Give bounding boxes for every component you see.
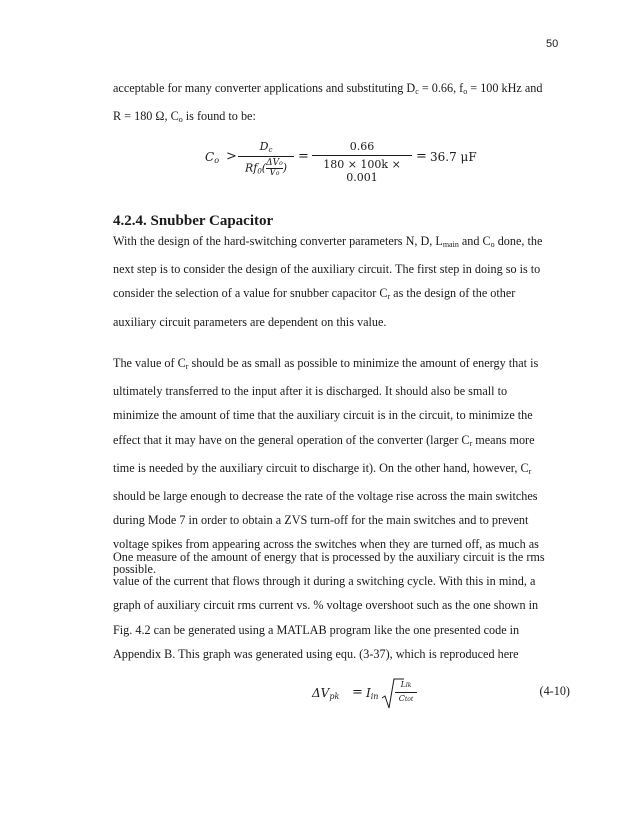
p2-line-8: voltage spikes from appearing across the switches when they are turned off, as much as [113,537,539,552]
p2-line-2: ultimately transferred to the input after it is discharged. It should also be small to [113,384,508,399]
eq1-equals-2: = [416,149,427,164]
p2-line-7: during Mode 7 in order to obtain a ZVS turn-off for the main switches and to prevent [113,513,529,528]
eq1-equals-1: = [298,149,309,164]
p2-line-4: effect that it may have on the general operation of the converter (larger $C_r$ means more [113,432,535,448]
p2-line-5: time is needed by the auxiliary circuit to discharge it). On the other hand, however, $C_r$ [113,460,532,476]
intro-paragraph [113,76,563,132]
p2-line-9: possible. [113,561,156,576]
p3-line-4: Fig. 4.2 can be generated using a MATLAB program like the one presented code in [113,622,520,637]
eq2-sqrt-fraction: Llk Ctot [395,680,417,705]
p2-line-1: The value of $C_r$ should be as small as possible to minimize the amount of energy that is [113,356,539,371]
eq1-fraction-2: 0.66 180 × 100k × 0.001 [312,140,412,184]
p2-line-3: minimize the amount of time that the auxiliary circuit is in the circuit, to minimize the [113,408,533,423]
paragraph-1 [113,229,563,334]
p3-line-5: Appendix B. This graph was generated using equ. (3-37), which is reproduced here [113,646,519,661]
p3-line-3: graph of auxiliary circuit rms current vs. % voltage overshoot such as the one shown in [113,598,539,613]
equation-1 [0,140,638,184]
equation-number: (4-10) [539,684,570,698]
eq1-result: 36.7 μF [430,150,477,164]
p2-line-6: should be large enough to decrease the rate of the voltage rise across the main switches [113,489,538,504]
p3-line-1: One measure of the amount of energy that is processed by the auxiliary circuit is the rms [113,550,545,564]
section-heading: 4.2.4. Snubber Capacitor [113,213,274,229]
equation-2 [300,678,570,712]
eq1-lhs: Co [205,150,220,165]
p1-line-1: With the design of the hard-switching converter parameters N, D, $L_{main}$ and $C_o$ done, the [113,234,543,249]
p3-line-2: value of the current that flows through it during a switching cycle. With this in mind, a [113,574,536,589]
p1-line-2: next step is to consider the design of the auxiliary circuit. The first step in doing so is to [113,262,541,277]
intro-line-2: R = 180 Ω, $C_o$ is found to be: [113,109,256,125]
p1-line-3: consider the selection of a value for snubber capacitor $C_r$ as the design of the other [113,286,516,302]
eq2-rhs: Iin [366,686,379,701]
eq1-fraction-1: Dc Rf0( ΔVo Vo ) [238,140,294,178]
eq2-equals: = [352,685,363,700]
eq2-lhs: ΔVpk [312,686,340,701]
intro-line-1: acceptable for many converter applications and substituting $D_c = 0.66$, $f_o = 100$ kHz and [113,81,543,96]
page-number: 50 [546,38,559,50]
eq1-relation: > [226,149,237,164]
paragraph-3 [113,545,563,666]
p1-line-4: auxiliary circuit parameters are dependent on this value. [113,314,387,329]
